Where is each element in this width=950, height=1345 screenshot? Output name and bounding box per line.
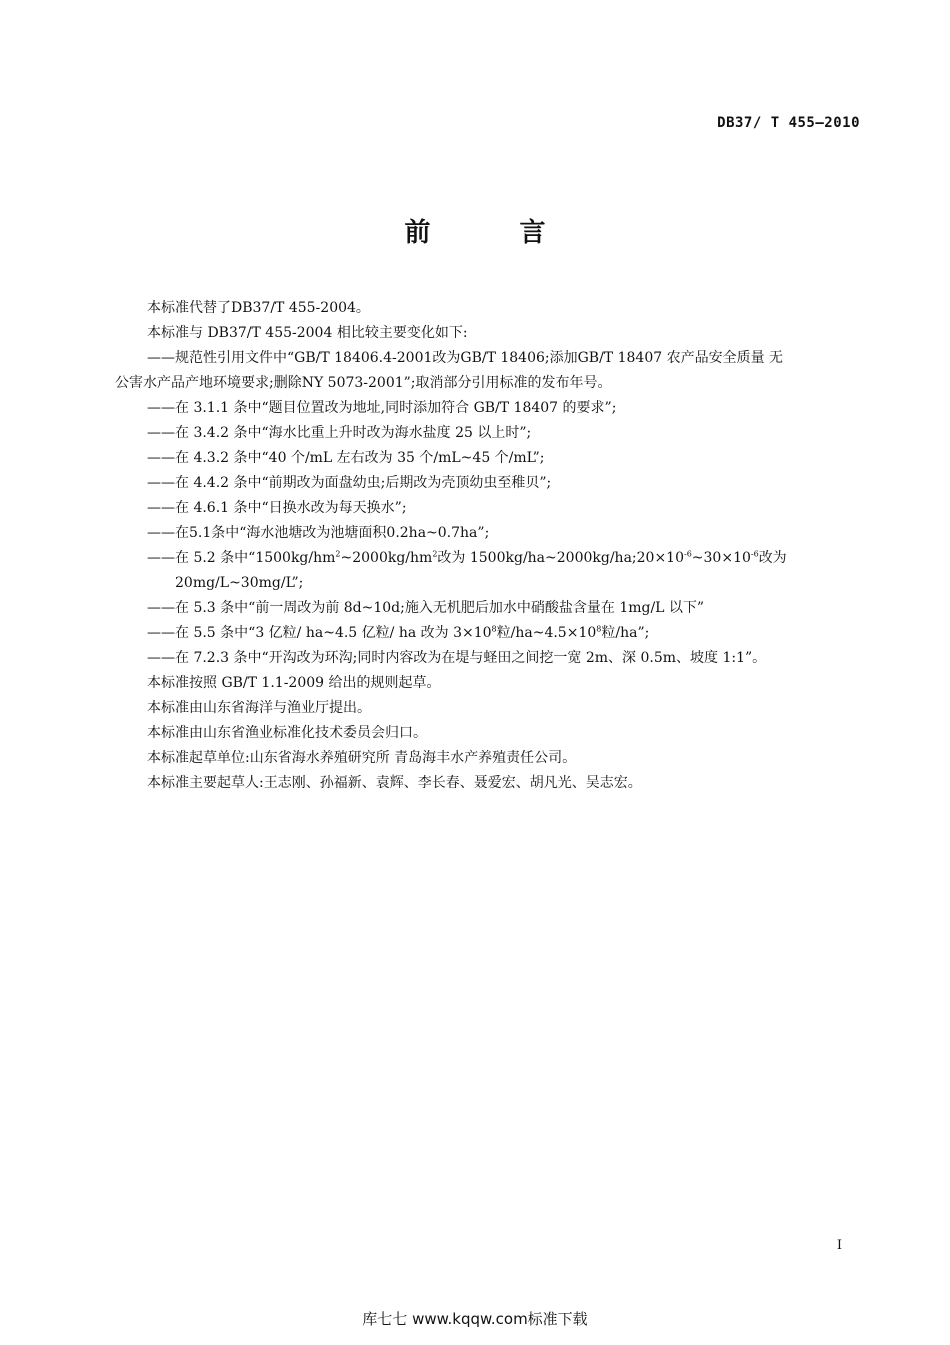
paragraph: 本标准由山东省渔业标准化技术委员会归口。 <box>147 725 427 741</box>
text-run: ——在 5.5 条中“3 亿粒/ ha~4.5 亿粒/ ha 改为 3×10 <box>147 625 492 641</box>
superscript: 8 <box>596 624 602 634</box>
superscript: 2 <box>335 549 341 559</box>
list-item: ——在 4.6.1 条中“日换水改为每天换水”; <box>147 500 407 516</box>
paragraph-continuation: 公害水产品产地环境要求;删除NY 5073-2001”;取消部分引用标准的发布年号。 <box>115 375 612 391</box>
list-item: ——在 7.2.3 条中“开沟改为环沟;同时内容改为在堤与蛏田之间挖一宽 2m、深 0.5m、坡度 1:1”。 <box>147 650 767 666</box>
list-item: ——在5.1条中“海水池塘改为池塘面积0.2ha~0.7ha”; <box>147 525 490 541</box>
paragraph: 本标准按照 GB/T 1.1-2009 给出的规则起草。 <box>147 675 441 691</box>
list-item: ——在 4.4.2 条中“前期改为面盘幼虫;后期改为壳顶幼虫至稚贝”; <box>147 475 552 491</box>
paragraph: 本标准与 DB37/T 455-2004 相比较主要变化如下: <box>147 325 468 341</box>
paragraph: 本标准起草单位:山东省海水养殖研究所 青岛海丰水产养殖责任公司。 <box>147 750 577 766</box>
superscript: 2 <box>432 549 438 559</box>
list-item: ——在 4.3.2 条中“40 个/mL 左右改为 35 个/mL~45 个/mL”; <box>147 450 545 466</box>
superscript: -6 <box>750 549 759 559</box>
text-run: ——在 5.2 条中“1500kg/hm <box>147 550 336 566</box>
text-run: 粒/ha~4.5×10 <box>496 625 597 641</box>
superscript: 8 <box>491 624 497 634</box>
list-item: ——在 3.1.1 条中“题目位置改为地址,同时添加符合 GB/T 18407 的要求”; <box>147 400 617 416</box>
page-title: 前 言 <box>404 218 586 248</box>
paragraph: 本标准主要起草人:王志刚、孙福新、袁辉、李长春、聂爱宏、胡凡光、吴志宏。 <box>147 775 642 791</box>
superscript: -6 <box>684 549 692 559</box>
document-code: DB37/ T 455—2010 <box>717 115 860 131</box>
paragraph: 本标准由山东省海洋与渔业厅提出。 <box>147 700 371 716</box>
list-item-continuation: 20mg/L~30mg/L”; <box>175 575 304 591</box>
document-body <box>115 296 860 796</box>
footer-watermark: 库七七 www.kqqw.com标准下载 <box>362 1310 588 1328</box>
list-item <box>115 621 860 646</box>
text-run: ~2000kg/hm <box>340 550 433 566</box>
list-item: ——在 3.4.2 条中“海水比重上升时改为海水盐度 25 以上时”; <box>147 425 532 441</box>
list-item: ——在 5.3 条中“前一周改为前 8d~10d;施入无机肥后加水中硝酸盐含量在 1mg/L 以下” <box>147 600 705 616</box>
text-run: 改为 1500kg/ha~2000kg/ha;20×10 <box>437 550 684 566</box>
text-run: ~30×10 <box>691 550 751 566</box>
paragraph: ——规范性引用文件中“GB/T 18406.4-2001改为GB/T 18406;添加GB/T 18407 农产品安全质量 无 <box>147 350 784 366</box>
paragraph: 本标准代替了DB37/T 455-2004。 <box>147 300 370 316</box>
list-item <box>115 546 860 571</box>
page-number: I <box>836 1238 842 1253</box>
text-run: 粒/ha”; <box>601 625 650 641</box>
text-run: 改为 <box>758 550 787 566</box>
